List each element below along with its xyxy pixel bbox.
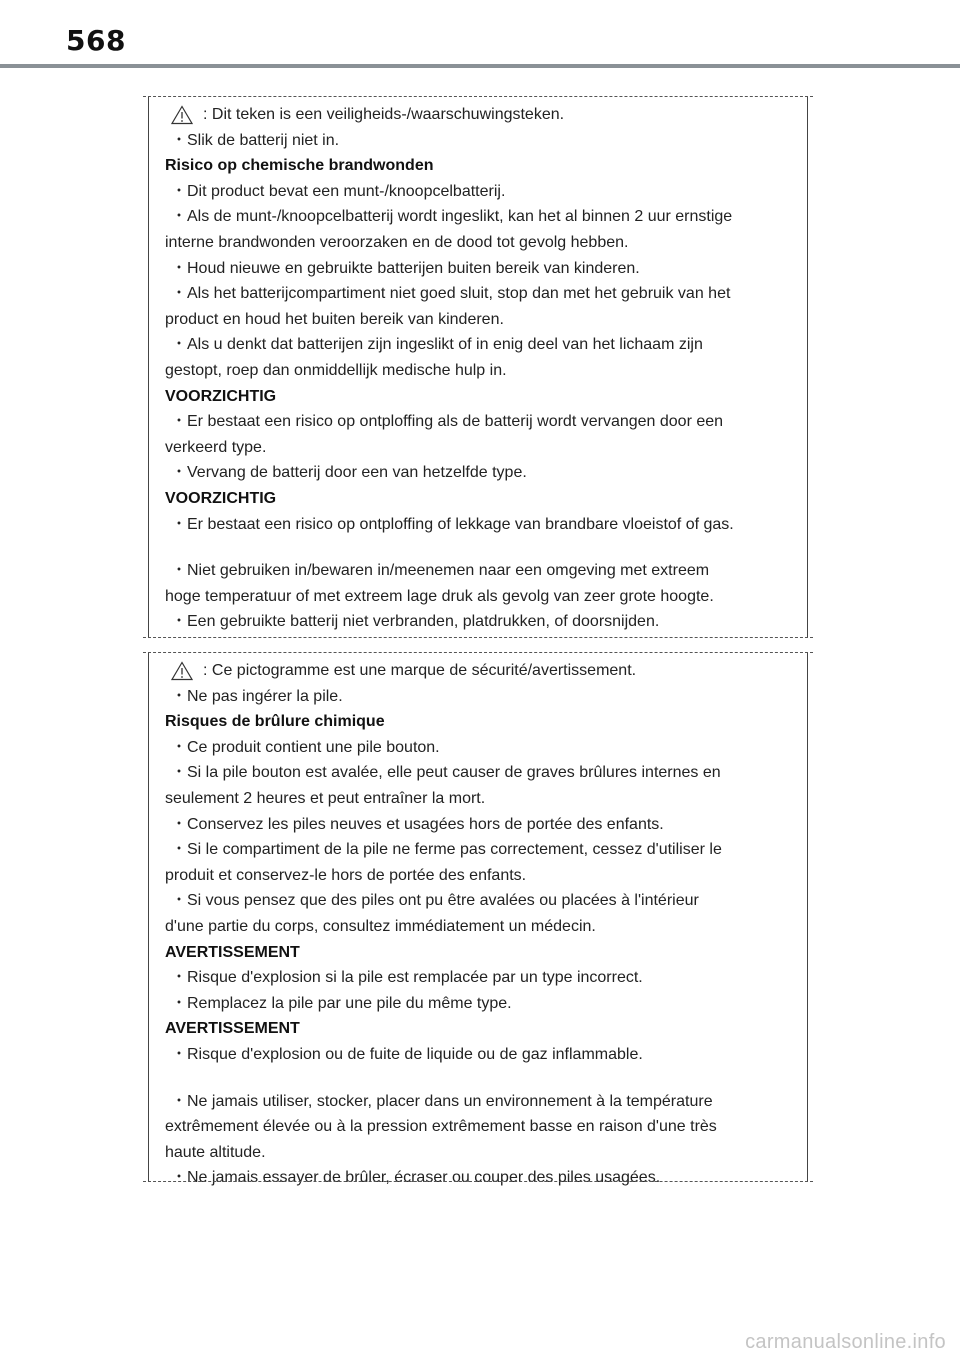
dutch-lines: [165, 128, 797, 635]
dutch-text-block: [165, 102, 797, 635]
french-warning-symbol-text: : Ce pictogramme est une marque de sécurité/avertissement.: [203, 662, 637, 679]
text-line: ・Als u denkt dat batterijen zijn ingeslikt of in enig deel van het lichaam zijn: [171, 336, 703, 354]
text-line: ・Een gebruikte batterij niet verbranden, platdrukken, of doorsnijden.: [171, 613, 660, 631]
text-line: produit et conservez-le hors de portée des enfants.: [165, 866, 527, 884]
text-line: ・Dit product bevat een munt-/knoopcelbatterij.: [171, 182, 506, 200]
text-line: ・Ce produit contient une pile bouton.: [171, 738, 440, 756]
section-heading: AVERTISSEMENT: [165, 1020, 300, 1038]
text-line: ・Houd nieuwe en gebruikte batterijen buiten bereik van kinderen.: [171, 259, 640, 277]
warning-triangle-icon: [171, 661, 193, 681]
text-line: ・Si vous pensez que des piles ont pu être avalées ou placées à l'intérieur: [171, 892, 699, 910]
text-line: verkeerd type.: [165, 438, 267, 456]
french-text-block: [165, 658, 797, 1191]
page-number: 568: [66, 24, 126, 57]
dutch-warning-panel: [148, 96, 808, 638]
text-line: ・Ne pas ingérer la pile.: [171, 687, 343, 705]
text-line: interne brandwonden veroorzaken en de dood tot gevolg hebben.: [165, 233, 629, 251]
text-line: ・Conservez les piles neuves et usagées hors de portée des enfants.: [171, 815, 664, 833]
text-line: product en houd het buiten bereik van kinderen.: [165, 310, 504, 328]
section-heading: Risques de brûlure chimique: [165, 713, 385, 731]
text-line: ・Als het batterijcompartiment niet goed sluit, stop dan met het gebruik van het: [171, 285, 731, 303]
text-line: ・Remplacez la pile par une pile du même type.: [171, 994, 512, 1012]
text-line: d'une partie du corps, consultez immédiatement un médecin.: [165, 917, 596, 935]
text-line: ・Er bestaat een risico op ontploffing of lekkage van brandbare vloeistof of gas.: [171, 515, 734, 533]
text-line: ・Als de munt-/knoopcelbatterij wordt ingeslikt, kan het al binnen 2 uur ernstige: [171, 208, 733, 226]
text-line: ・Si le compartiment de la pile ne ferme pas correctement, cessez d'utiliser le: [171, 841, 722, 859]
warning-triangle-icon: [171, 105, 193, 125]
text-line: extrêmement élevée ou à la pression extrêmement basse en raison d'une très: [165, 1118, 717, 1136]
panel-bottom-rule: [143, 637, 813, 638]
watermark[interactable]: carmanualsonline.info: [745, 1331, 946, 1353]
panel-bottom-rule: [143, 1181, 813, 1182]
french-warning-symbol-line: [165, 658, 797, 684]
text-line: haute altitude.: [165, 1143, 266, 1161]
header-rule: [0, 64, 960, 68]
text-line: hoge temperatuur of met extreem lage druk als gevolg van zeer grote hoogte.: [165, 587, 714, 605]
text-line: ・Vervang de batterij door een van hetzelfde type.: [171, 464, 527, 482]
section-heading: Risico op chemische brandwonden: [165, 157, 434, 175]
text-line: ・Slik de batterij niet in.: [171, 131, 340, 149]
french-lines: [165, 684, 797, 1191]
dutch-warning-symbol-line: [165, 102, 797, 128]
panel-top-rule: [143, 96, 813, 97]
text-line: seulement 2 heures et peut entraîner la mort.: [165, 789, 486, 807]
text-line: gestopt, roep dan onmiddellijk medische hulp in.: [165, 361, 507, 379]
text-line: ・Risque d'explosion ou de fuite de liquide ou de gaz inflammable.: [171, 1045, 643, 1063]
section-heading: AVERTISSEMENT: [165, 943, 300, 961]
text-line: ・Er bestaat een risico op ontploffing als de batterij wordt vervangen door een: [171, 413, 724, 431]
spacer: [165, 1068, 797, 1089]
text-line: ・Risque d'explosion si la pile est remplacée par un type incorrect.: [171, 969, 643, 987]
section-heading: VOORZICHTIG: [165, 489, 277, 507]
section-heading: VOORZICHTIG: [165, 387, 277, 405]
panel-top-rule: [143, 652, 813, 653]
dutch-warning-symbol-text: : Dit teken is een veiligheids-/waarschuwingsteken.: [203, 106, 565, 123]
text-line: ・Ne jamais utiliser, stocker, placer dans un environnement à la température: [171, 1092, 713, 1110]
text-line: ・Niet gebruiken in/bewaren in/meenemen naar een omgeving met extreem: [171, 562, 710, 580]
text-line: ・Si la pile bouton est avalée, elle peut causer de graves brûlures internes en: [171, 764, 721, 782]
text-line: ・Ne jamais essayer de brûler, écraser ou couper des piles usagées.: [171, 1169, 661, 1187]
spacer: [165, 537, 797, 558]
french-warning-panel: [148, 652, 808, 1187]
